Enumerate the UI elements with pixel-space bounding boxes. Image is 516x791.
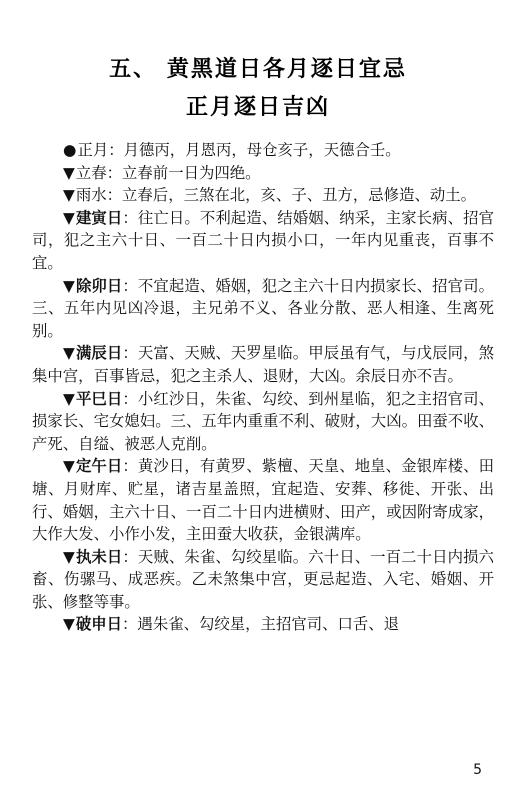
day-term: 满辰日: [75, 344, 123, 363]
triangle-icon: ▼: [63, 389, 75, 408]
bullet-icon: ●: [63, 141, 77, 159]
triangle-icon: ▼: [63, 208, 75, 227]
day-term: 建寅日: [75, 208, 123, 227]
day-text: ：遇朱雀、勾绞星，主招官司、口舌、退: [122, 615, 400, 634]
triangle-icon: ▼: [63, 457, 75, 476]
intro-paragraph: [32, 139, 494, 162]
day-entry: [32, 613, 494, 636]
triangle-icon: ▼: [63, 344, 75, 363]
day-term: 除卯日: [75, 276, 123, 295]
triangle-icon: ▼: [63, 615, 75, 634]
day-text: ：黄沙日，有黄罗、紫檀、天皇、地皇、金银库楼、田塘、月财库、贮星，诸吉星盖照，宜起造、安葬、移徙、开张、出行、婚姻，主六十日、一百二十日内进横财、田产，或因附寄成家，大作大发、小作小发，主田蚕大收获，金银满库。: [32, 457, 494, 544]
day-entry: [32, 546, 494, 614]
intro-text: 立春：立春前一日为四绝。: [75, 163, 261, 182]
intro-text: 雨水：立春后，三煞在北，亥、子、丑方，忌修造、动土。: [75, 186, 477, 205]
page-number: 5: [473, 762, 482, 778]
triangle-icon: ▼: [63, 276, 75, 295]
triangle-icon: ▼: [63, 547, 75, 566]
day-text: ：往亡日。不利起造、结婚姻、纳采，主家长病、招官司，犯之主六十日、一百二十日内损小口，一年内见重丧，百事不宜。: [32, 208, 494, 272]
day-text: ：天贼、朱雀、勾绞星临。六十日、一百二十日内损六畜、伤骡马、成恶疾。乙未煞集中宫，更忌起造、入宅、婚姻、开张、修整等事。: [32, 547, 494, 611]
intro-paragraph: [32, 184, 494, 207]
day-entry: [32, 455, 494, 545]
day-entry: [32, 275, 494, 343]
subtitle: 正月逐日吉凶: [185, 95, 330, 120]
body-text: [32, 139, 494, 636]
day-term: 定午日: [75, 457, 123, 476]
day-term: 破申日: [75, 615, 123, 634]
day-text: ：小红沙日，朱雀、勾绞、到州星临，犯之主招官司、损家长、宅女媳妇。三、五年内重重不利、破财，大凶。田蚕不收、产死、自缢、被恶人克削。: [32, 389, 494, 453]
day-entry: [32, 207, 494, 275]
section-title: 五、 黄黑道日各月逐日宜忌: [109, 57, 407, 82]
day-text: ：不宜起造、婚姻，犯之主六十日内损家长、招官司。三、五年内见凶冷退，主兄弟不义、各业分散、恶人相逢、生离死别。: [32, 276, 494, 340]
day-term: 平巳日: [75, 389, 123, 408]
day-text: ：天富、天贼、天罗星临。甲辰虽有气，与戊辰同，煞集中宫，百事皆忌，犯之主杀人、退财，大凶。余辰日亦不吉。: [32, 344, 494, 385]
day-entry: [32, 342, 494, 387]
triangle-icon: ▼: [63, 186, 75, 205]
intro-text: 正月：月德丙，月恩丙，母仓亥子，天德合壬。: [77, 141, 401, 159]
day-term: 执未日: [75, 547, 123, 566]
triangle-icon: ▼: [63, 163, 75, 182]
intro-paragraph: [32, 162, 494, 185]
day-entry: [32, 388, 494, 456]
